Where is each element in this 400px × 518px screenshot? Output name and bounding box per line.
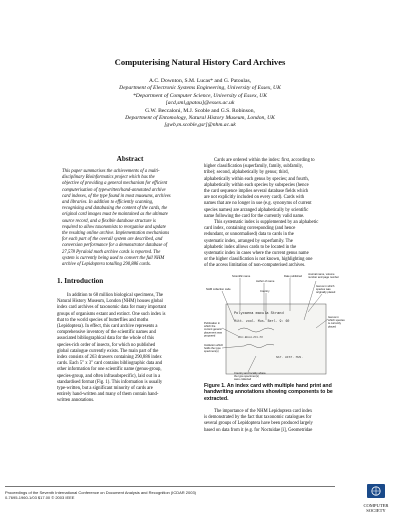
affiliation-3: Department of Entomology, Natural History Museum, London, UK	[125, 115, 275, 122]
ieee-emblem-icon	[367, 484, 385, 498]
label-genus-species: Genus in which species was originally placed	[316, 285, 336, 295]
body-line: card index, containing corresponding (and hence	[204, 226, 296, 232]
affiliation-1: Department of Electronic Systems Engineering, University of Essex, UK	[119, 85, 281, 92]
abstract-line: source record, and a flexible database structure is	[62, 218, 156, 224]
intro-line: index consists of 263 drawers containing 290,886 index	[57, 355, 162, 361]
card-line-4: NAT. HIST. MUS.	[276, 356, 304, 359]
intro-line: Natural History Museum, London (NHM) houses global	[57, 299, 163, 305]
body-line: systematic index in cases where the current genus name	[204, 251, 309, 257]
intro-line: (Lepidoptera). In effect, this card archive represents a	[57, 324, 158, 330]
intro-line: cards. Each 5" x 3" card contains bibliographic data and	[57, 361, 163, 367]
right-column-bottom-text	[204, 409, 344, 434]
figure-1-index-card	[204, 272, 346, 382]
intro-line: that to the world species of butterflies and moths	[57, 317, 149, 323]
intro-line: index card archives of taxonomic data for many important	[57, 305, 167, 311]
label-scientific-name: Scientific name	[232, 275, 251, 278]
intro-line: associated bibliographical data for the whole of this	[57, 336, 154, 342]
footer	[5, 490, 340, 500]
body-line: based on data from it (e.g. for Noctuidae [i], Geometridae	[204, 427, 313, 433]
body-line: higher classification (superfamily, family, subfamily,	[204, 164, 303, 170]
abstract-line: 27,578 Pyraloid moth archive cards is reported. The	[62, 249, 161, 255]
body-line: or the higher classification is not known, highlighting one	[204, 257, 313, 263]
author-block-1	[0, 78, 400, 130]
body-line: is demonstrated by the fact that taxonomic catalogues for	[204, 415, 312, 421]
figure-caption	[204, 383, 346, 402]
card-line-1: Polycaena macula Strand	[234, 312, 284, 316]
intro-line: standardised format (Fig. 1). This information is usually	[57, 379, 163, 385]
intro-line: entirely hand-written and many of them contain hand-	[57, 392, 159, 398]
abstract-line: system is currently being used to convert the full NHM	[62, 255, 165, 261]
intro-line: In addition to 68 million biological specimens, The	[67, 293, 163, 298]
intro-line: comprehensive inventory of the scientific names and	[57, 330, 156, 336]
body-line: name following the card for the currently valid name.	[204, 213, 305, 219]
abstract-line: recognising and databasing the content of the cards, the	[62, 206, 168, 212]
abstract-line: card indexes, of the type found in most museums, archives	[62, 193, 171, 199]
intro-line: species-group, and often infrasubspecific), laid out in a	[57, 373, 161, 379]
intro-line: other information for one scientific name (genus-group,	[57, 367, 162, 373]
abstract-line: and libraries. In addition to efficiently scanning,	[62, 200, 154, 206]
body-line: redundant, or unnormalised) data to cards in the	[204, 232, 294, 238]
body-line: This systematic index is supplemented by an alphabetic	[214, 220, 319, 226]
body-line: tribe); second, alphabetically by genus; third,	[204, 170, 289, 176]
logo-society: SOCIETY	[366, 508, 386, 513]
footer-proceedings: Proceedings of the Seventh International Conference on Document Analysis and Recognition (ICDAR 2003)	[5, 490, 197, 495]
caption-line: Figure 1. An index card with multiple hand print and	[204, 383, 332, 389]
caption-line: extracted.	[204, 395, 229, 402]
body-line: names that are no longer in use (e.g. synonyms of current	[204, 201, 312, 207]
label-publication: Publication in which the current generic placement was proposed	[204, 322, 222, 338]
abstract-line: objective of providing a general mechanism for efficient	[62, 181, 168, 187]
email-1: [acd,sml,gpatou]@essex.ac.uk	[165, 100, 235, 107]
introduction-body	[57, 293, 197, 405]
introduction-heading: 1. Introduction	[57, 277, 104, 285]
abstract-heading: Abstract	[116, 155, 144, 163]
body-line: several groups of Lepidoptera have been produced largely	[204, 421, 313, 427]
intro-line: species-rich order of insects, for which no published	[57, 342, 156, 348]
intro-line: global catalogue currently exists. The main part of the	[57, 348, 159, 354]
right-column-text	[204, 158, 344, 270]
label-date-published: Date published	[284, 275, 302, 278]
email-2: [gwb,m.scoble,gsr]@nhm.ac.uk	[164, 122, 236, 129]
card-line-3: Hor. Rossi. Pet. 30	[238, 335, 263, 339]
affiliation-2: *Department of Computer Science, University of Essex, UK	[132, 92, 268, 99]
body-line: species names) are arranged alphabetically by scientific	[204, 207, 309, 213]
body-line: alphabetically within each genus by species; and fourth,	[204, 176, 309, 182]
body-line: Cards are ordered within the index: first, according to	[214, 158, 315, 163]
body-line: alphabetic index allows cards to be located in the	[204, 244, 297, 250]
body-line: systematic index, arranged by superfamily. The	[204, 238, 293, 244]
intro-line: type-written, but a significant minority of cards are	[57, 386, 153, 392]
body-line: alphabetically within each species by subspecies (hence	[204, 182, 309, 188]
intro-line: written annotations.	[57, 398, 95, 404]
abstract-line: This paper summarises the achievements of a multi-	[62, 169, 160, 174]
abstract-body	[62, 169, 197, 268]
abstract-line: computerisation of typewritten/hand-annotated archive	[62, 187, 166, 193]
label-current-genus: Genus in which species is currently placed	[328, 316, 345, 329]
intro-line: groups of organisms extant and extinct. One such index is	[57, 311, 166, 317]
abstract-line: conversion performance for a demonstrator database of	[62, 243, 168, 249]
body-line: the card sequence implies several database fields which	[204, 189, 309, 195]
computer-society-logo	[356, 484, 396, 513]
abstract-line: for each part of the overall system are described, and	[62, 237, 163, 243]
footer-isbn: 0-7695-1960-1/03 $17.00 © 2003 IEEE	[5, 495, 75, 500]
caption-line: handwriting annotations showing components to be	[204, 389, 333, 396]
abstract-line: required to allow taxonomists to reorganise and update	[62, 224, 166, 230]
abstract-line: disciplinary Bioinformatics project which has the	[62, 175, 155, 181]
label-author-of-name: Author of name	[256, 280, 275, 283]
abstract-line: archive of Lepidoptera totalling 290,886 cards.	[62, 262, 151, 268]
abstract-line: original card images must be maintained as the ultimate	[62, 212, 168, 218]
body-line: are not explicitly included on every card). Cards with	[204, 195, 305, 201]
label-journal-name: Journal name, volume number and page number	[308, 273, 339, 280]
authors-line-1: A.C. Downton, S.M. Lucas* and G. Patoulas,	[148, 78, 252, 84]
label-institution: Institution which holds the type specimen(s)	[204, 344, 224, 354]
body-line: of the access limitation of non-computerised archives.	[204, 263, 306, 269]
abstract-line: the resulting online archive. Implementation mechanisms	[62, 231, 170, 237]
paper-title: Computerising Natural History Card Archives	[114, 57, 286, 67]
label-nhm-code: NHM collection code	[206, 288, 231, 291]
label-country-collected: Country and locality where the type specimen(s) were collected	[234, 372, 266, 382]
logo-computer: COMPUTER	[363, 503, 389, 508]
body-line: The importance of the NHM Lepidoptera card index	[214, 409, 313, 414]
footer-rule	[5, 486, 335, 487]
label-country: Country	[260, 290, 270, 293]
card-line-2: Mitt. zool. Mus. Berl. 9: 60	[234, 319, 290, 323]
authors-line-2: G.W. Beccaloni, M.J. Scoble and G.S. Robinson,	[145, 107, 255, 114]
